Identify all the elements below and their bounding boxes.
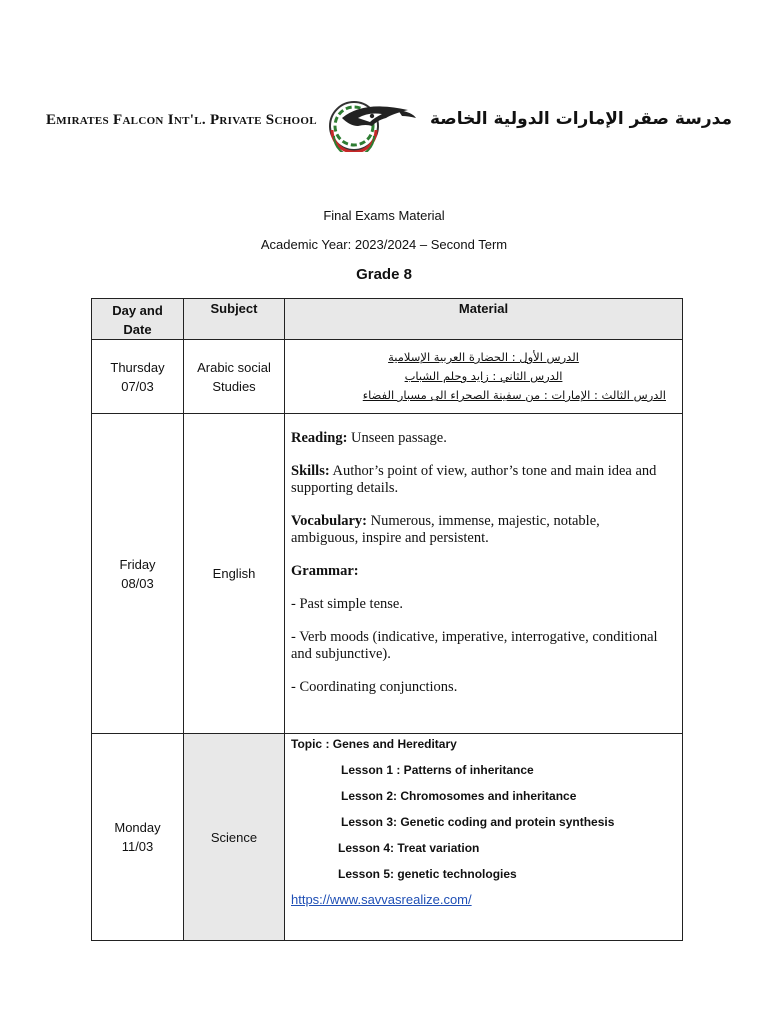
science-lesson-5: Lesson 5: genetic technologies <box>338 867 517 881</box>
date-label: 07/03 <box>121 378 154 394</box>
subject-label-cont: Studies <box>212 378 256 394</box>
science-lesson-1: Lesson 1 : Patterns of inheritance <box>341 763 534 777</box>
letterhead <box>46 96 732 152</box>
school-logo <box>312 96 422 152</box>
header-material: Material <box>285 299 683 340</box>
grammar-heading: Grammar: <box>291 563 359 579</box>
material-cell <box>285 340 683 414</box>
school-name-arabic: مدرسة صقر الإمارات الدولية الخاصة <box>430 109 732 129</box>
subject-cell <box>184 734 285 941</box>
school-name-english: Emirates Falcon Int'l. Private School <box>46 112 317 128</box>
date-label: 11/03 <box>121 839 154 854</box>
subject-label: Arabic social <box>197 359 271 375</box>
exam-schedule-table <box>91 298 683 941</box>
table-row <box>92 414 683 734</box>
grammar-item: - Coordinating conjunctions. <box>291 679 458 695</box>
header-subject: Subject <box>184 299 285 340</box>
date-label: 08/03 <box>121 575 154 591</box>
subject-cell <box>184 340 285 414</box>
science-lesson-4: Lesson 4: Treat variation <box>338 841 480 855</box>
material-cell <box>285 734 683 941</box>
science-lesson-2: Lesson 2: Chromosomes and inheritance <box>341 789 577 803</box>
day-date-cell <box>92 414 184 734</box>
science-lesson-3: Lesson 3: Genetic coding and protein synthesis <box>341 815 615 829</box>
subject-label: Science <box>210 829 258 845</box>
table-row <box>92 734 683 941</box>
day-date-cell <box>92 734 184 941</box>
day-label: Thursday <box>110 359 165 375</box>
document-title: Final Exams Material <box>323 208 445 223</box>
reading-item: Reading: Unseen passage. <box>291 430 447 446</box>
table-row <box>92 340 683 414</box>
material-cell <box>285 414 683 734</box>
grammar-item: - Verb moods (indicative, imperative, interrogative, conditional and subjunctive). <box>291 629 658 662</box>
arabic-lesson-1: الدرس الأول : الحضارة العربية الإسلامية <box>388 350 579 364</box>
vocabulary-item: Vocabulary: Numerous, immense, majestic, notable, ambiguous, inspire and persistent. <box>291 513 600 546</box>
subject-label: English <box>212 566 256 581</box>
header-day-date: Day and Date <box>92 299 184 340</box>
savvas-realize-link[interactable]: https://www.savvasrealize.com/ <box>291 892 472 907</box>
day-label: Friday <box>119 556 156 572</box>
science-topic: Topic : Genes and Hereditary <box>291 737 457 751</box>
day-date-cell <box>92 340 184 414</box>
skills-item: Skills: Author’s point of view, author’s tone and main idea and supporting details. <box>291 463 657 496</box>
arabic-lesson-2: الدرس الثاني : زايد وحلم الشباب <box>404 369 563 383</box>
grade-heading: Grade 8 <box>356 266 412 283</box>
table-header-row <box>92 299 683 340</box>
academic-year: Academic Year: 2023/2024 – Second Term <box>260 237 508 252</box>
subject-cell <box>184 414 285 734</box>
arabic-lesson-3: الدرس الثالث : الإمارات : من سفينة الصحراء الى مسبار الفضاء <box>362 388 666 402</box>
grammar-item: - Past simple tense. <box>291 596 403 612</box>
day-label: Monday <box>114 820 161 835</box>
